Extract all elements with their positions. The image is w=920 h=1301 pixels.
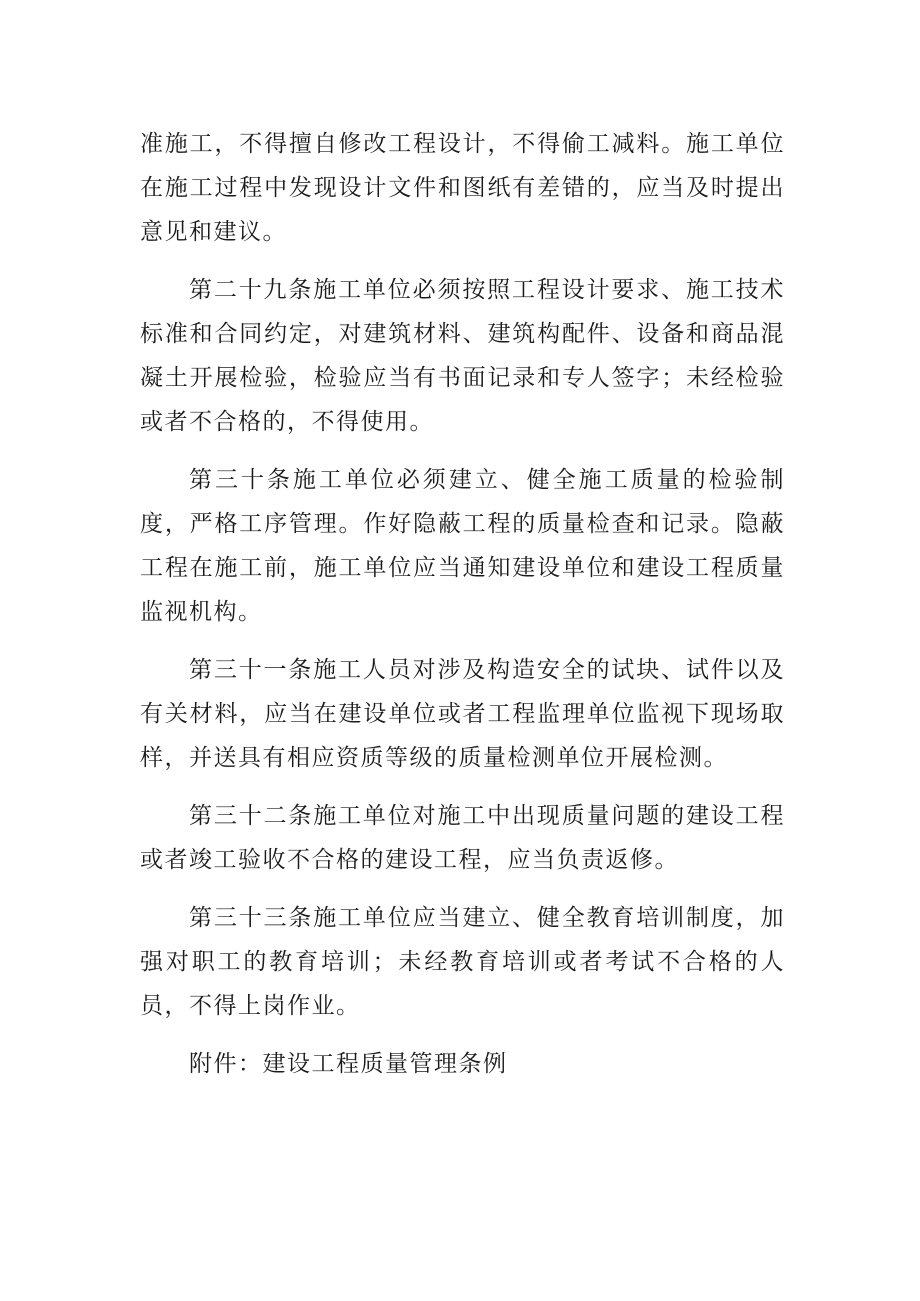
paragraph-continuation: 准施工，不得擅自修改工程设计，不得偷工减料。施工单位在施工过程中发现设计文件和图纸有差错的，应当及时提出意见和建议。 xyxy=(140,131,785,245)
paragraph-article-33: 第三十三条施工单位应当建立、健全教育培训制度，加强对职工的教育培训；未经教育培训或者考试不合格的人员，不得上岗作业。 xyxy=(140,905,785,1019)
document-body xyxy=(140,122,785,1100)
paragraph-attachment: 附件：建设工程质量管理条例 xyxy=(189,1051,508,1077)
paragraph-article-32: 第三十二条施工单位对施工中出现质量问题的建设工程或者竣工验收不合格的建设工程，应当负责返修。 xyxy=(140,803,785,873)
paragraph-article-30: 第三十条施工单位必须建立、健全施工质量的检验制度，严格工序管理。作好隐蔽工程的质量检查和记录。隐蔽工程在施工前，施工单位应当通知建设单位和建设工程质量监视机构。 xyxy=(140,467,785,625)
paragraph-article-31: 第三十一条施工人员对涉及构造安全的试块、试件以及有关材料，应当在建设单位或者工程监理单位监视下现场取样，并送具有相应资质等级的质量检测单位开展检测。 xyxy=(140,657,785,771)
paragraph-article-29: 第二十九条施工单位必须按照工程设计要求、施工技术标准和合同约定，对建筑材料、建筑构配件、设备和商品混凝土开展检验，检验应当有书面记录和专人签字；未经检验或者不合格的，不得使用。 xyxy=(140,277,785,435)
